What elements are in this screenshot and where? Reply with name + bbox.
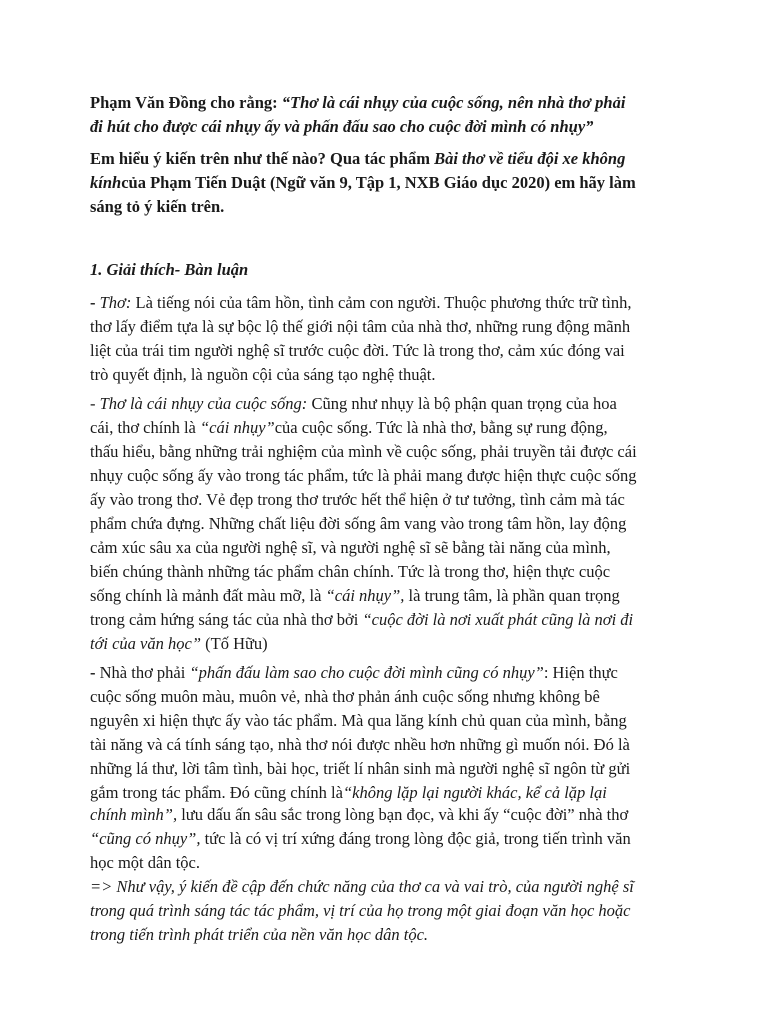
p2-line-4: nhụy cuộc sống ấy vào trong tác phẩm, tức là phải mang được hiện thực cuộc sống xyxy=(90,466,637,485)
p2-l11-quote: tới của văn học” xyxy=(90,634,201,653)
p3-l8-text-b: tức là có vị trí xứng đáng trong lòng độc giả, trong tiến trình văn xyxy=(200,829,631,848)
p3-line-9: học một dân tộc. xyxy=(90,853,200,872)
p3-line-1 xyxy=(90,662,618,684)
prompt-work-title: Bài thơ về tiểu đội xe không xyxy=(434,149,626,168)
p1-term: Thơ: xyxy=(99,293,132,312)
p3-line-4: tài năng và cá tính sáng tạo, nhà thơ nói được nhều hơn những gì muốn nói. Đó là xyxy=(90,735,630,754)
p3-line-6 xyxy=(90,782,607,804)
p2-line-8: biến chúng thành những tác phẩm chân chính. Tức là trong thơ, hiện thực cuộc xyxy=(90,562,611,581)
p2-line-3: thấu hiểu, bằng những trải nghiệm của mình về cuộc sống, phải truyền tải được cái xyxy=(90,442,637,461)
p2-line-1 xyxy=(90,393,617,415)
p2-text: Cũng như nhụy là bộ phận quan trọng của hoa xyxy=(307,394,617,413)
p3-l8-quote: “cũng có nhụy”, xyxy=(90,829,201,848)
section-title: 1. Giải thích- Bàn luận xyxy=(90,260,249,279)
p2-line-2 xyxy=(90,417,608,439)
p3-l6-quote: “không lặp lại người khác, kể cả lặp lại xyxy=(342,783,607,802)
p2-l2-quote: “cái nhụy” xyxy=(199,418,275,437)
p2-l9-text-a: sống chính là mảnh đất màu mỡ, là xyxy=(90,586,326,605)
p3-l7-quote: chính mình”, xyxy=(90,805,178,824)
prompt-line-2: đi hút cho được cái nhụy ấy và phấn đấu sao cho cuộc đời mình có nhụy” xyxy=(90,117,594,136)
p2-line-5: ấy vào trong thơ. Vẻ đẹp trong thơ trước hết thể hiện ở tư tưởng, tình cảm mà tác xyxy=(90,490,625,509)
p3-dash: - xyxy=(90,663,100,682)
p3-line-3: nguyên xi hiện thực ấy vào tác phẩm. Mà qua lăng kính chủ quan của mình, bằng xyxy=(90,711,627,730)
p2-l10-quote: “cuộc đời là nơi xuất phát cũng là nơi đi xyxy=(362,610,634,629)
p2-line-11 xyxy=(90,633,268,655)
prompt-quote: “Thơ là cái nhụy của cuộc sống, nên nhà thơ phải xyxy=(281,93,626,112)
prompt-work-title-end: kính xyxy=(90,173,122,192)
p2-l2-text-a: cái, thơ chính là xyxy=(90,418,200,437)
prompt-line-5: sáng tỏ ý kiến trên. xyxy=(90,197,225,216)
p2-term: - Thơ là cái nhụy của cuộc sống: xyxy=(90,394,308,413)
p2-l9-text-c: là trung tâm, là phần quan trọng xyxy=(404,586,620,605)
p1-text: Là tiếng nói của tâm hồn, tình cảm con người. Thuộc phương thức trữ tình, xyxy=(131,293,632,312)
p3-l1-quote: “phấn đấu làm sao cho cuộc đời mình cũng có nhụy” xyxy=(189,663,544,682)
conclusion-line-1: => Như vậy, ý kiến đề cập đến chức năng của thơ ca và vai trò, của người nghệ sĩ xyxy=(90,877,634,896)
p1-line-1 xyxy=(90,292,632,314)
p3-line-2: cuộc sống muôn màu, muôn vẻ, nhà thơ phản ánh cuộc sống nhưng không bê xyxy=(90,687,600,706)
p2-l10-text-a: trong cảm hứng sáng tác của nhà thơ bởi xyxy=(90,610,363,629)
prompt-line-1 xyxy=(90,92,625,114)
p2-l9-quote: “cái nhụy”, xyxy=(325,586,405,605)
p2-l11-attribution: (Tố Hữu) xyxy=(201,634,268,653)
p2-line-10 xyxy=(90,609,633,631)
p2-line-9 xyxy=(90,585,620,607)
p1-line-3: liệt của trái tim người nghệ sĩ trước cuộc đời. Tức là trong thơ, cảm xúc đóng vai xyxy=(90,341,625,360)
p3-l7-text-b: lưu dấu ấn sâu sắc trong lòng bạn đọc, và khi ấy “cuộc đời” nhà thơ xyxy=(177,805,629,824)
p3-line-5: những lá thư, lời tâm tình, bài học, triết lí nhân sinh mà người nghệ sĩ ngôn từ gửi xyxy=(90,759,631,778)
p1-line-4: trò quyết định, là nguồn cội của sáng tạo nghệ thuật. xyxy=(90,365,436,384)
p3-l1-text-d: : Hiện thực xyxy=(543,663,618,682)
prompt-author-lead: Phạm Văn Đồng cho rằng: xyxy=(90,93,282,112)
p3-l6-text-a: gắm trong tác phẩm. Đó cũng chính là xyxy=(90,783,343,802)
p2-line-6: phẩm chứa đựng. Những chất liệu đời sống âm vang vào trong tâm hồn, lay động xyxy=(90,514,627,533)
p3-l1-text-b: Nhà thơ phải xyxy=(99,663,190,682)
p1-dash: - xyxy=(90,293,100,312)
p3-line-7 xyxy=(90,804,628,826)
p3-line-8 xyxy=(90,828,631,850)
prompt-line-3 xyxy=(90,148,625,170)
p2-line-7: cảm xúc sâu xa của người nghệ sĩ, và người nghệ sĩ sẽ bằng tài năng của mình, xyxy=(90,538,611,557)
conclusion-line-2: trong quá trình sáng tác tác phẩm, vị trí của họ trong một giai đoạn văn học hoặc xyxy=(90,901,631,920)
conclusion-line-3: trong tiến trình phát triển của nền văn học dân tộc. xyxy=(90,925,429,944)
prompt-source: của Phạm Tiến Duật (Ngữ văn 9, Tập 1, NXB Giáo dục 2020) em hãy làm xyxy=(121,173,636,192)
prompt-line-4 xyxy=(90,172,636,194)
p1-line-2: thơ lấy điểm tựa là sự bộc lộ thế giới nội tâm của nhà thơ, những rung động mãnh xyxy=(90,317,631,336)
p2-l2-text-c: của cuộc sống. Tức là nhà thơ, bằng sự rung động, xyxy=(274,418,608,437)
prompt-question: Em hiểu ý kiến trên như thế nào? Qua tác phẩm xyxy=(90,149,435,168)
